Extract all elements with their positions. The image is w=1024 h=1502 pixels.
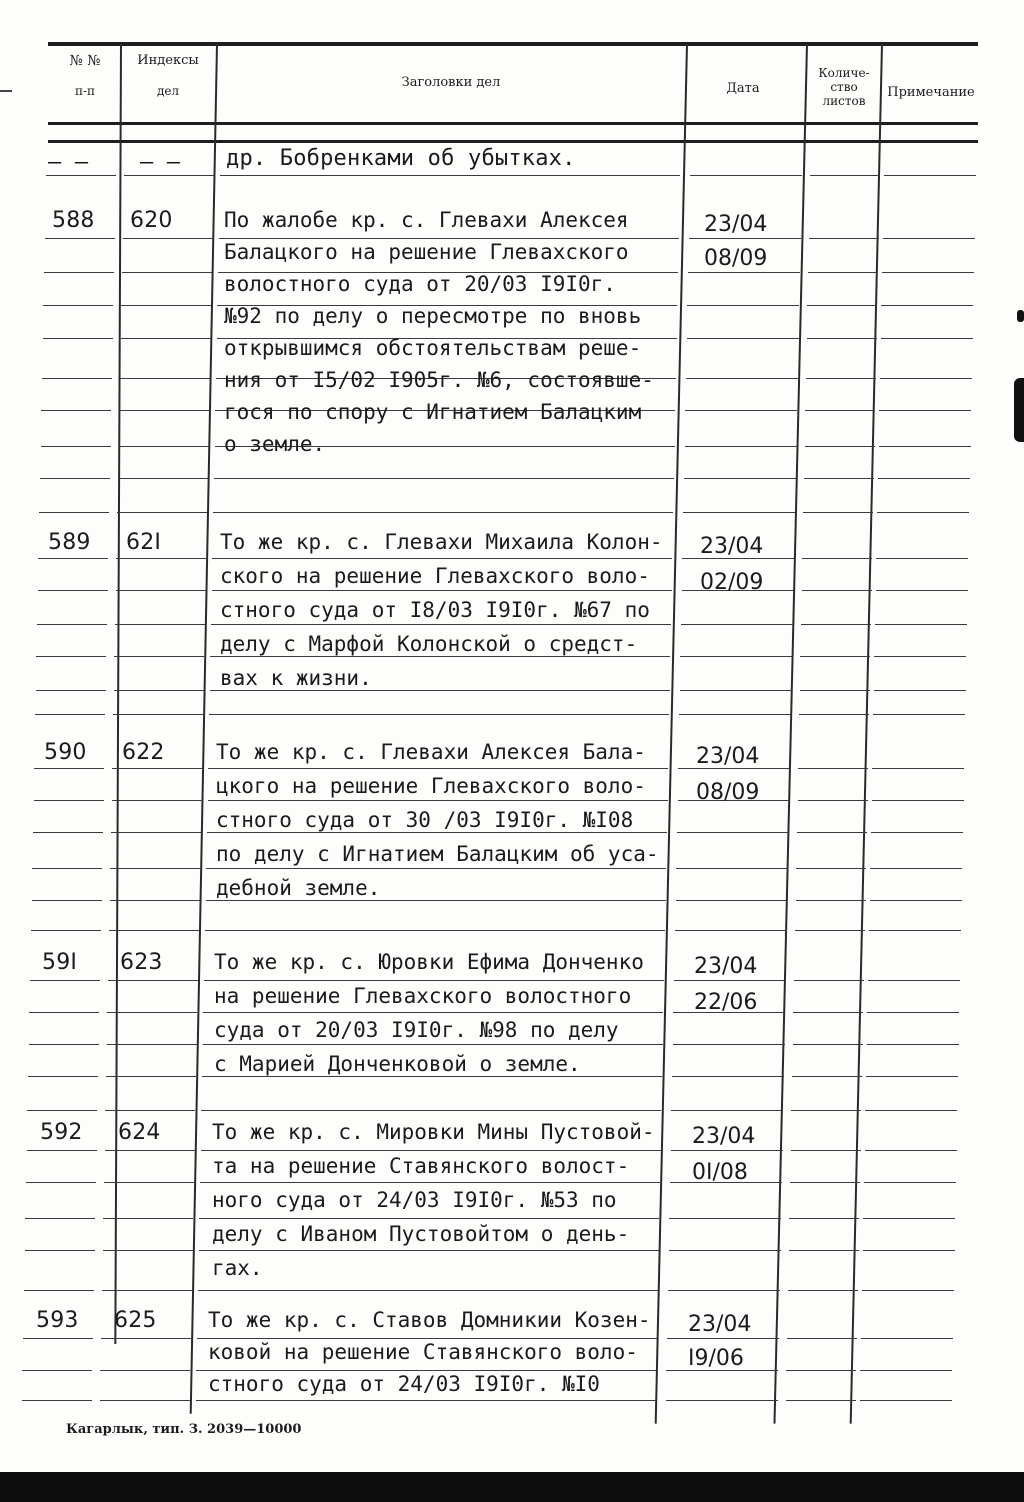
ruled-line [789, 1218, 859, 1219]
ruled-line [210, 690, 670, 691]
ruled-line [687, 305, 799, 306]
scan-left-tick [0, 90, 12, 92]
record-title-line: стного суда от 24/03 I9I0г. №I0 [208, 1372, 600, 1396]
ruled-line [100, 1370, 190, 1371]
ruled-line [120, 378, 210, 379]
ruled-line [198, 1290, 658, 1291]
record-date: 23/04 [704, 212, 768, 237]
ruled-line [863, 1250, 955, 1251]
ruled-line [119, 410, 209, 411]
header-count-3: листов [822, 94, 866, 108]
ruled-line [684, 478, 796, 479]
record-date: 23/04 [688, 1312, 752, 1337]
ruled-line [667, 1338, 779, 1339]
ruled-line [121, 305, 211, 306]
ruled-line [219, 238, 679, 239]
ruled-line [798, 800, 868, 801]
record-title-line: гося по спору с Игнатием Балацким [224, 400, 642, 424]
ruled-line [796, 900, 866, 901]
ruled-line [666, 1400, 778, 1401]
record-index: 62I [126, 530, 162, 555]
ruled-line [877, 512, 969, 513]
ruled-line [37, 624, 107, 625]
record-index: 620 [130, 208, 173, 233]
ruled-line [103, 1250, 193, 1251]
ruled-line [119, 446, 209, 447]
ruled-line [884, 175, 976, 176]
ruled-line [204, 980, 664, 981]
ruled-line [32, 868, 102, 869]
record-number: 593 [36, 1308, 79, 1333]
ruled-line [40, 478, 110, 479]
ruled-line [201, 1110, 661, 1111]
ruled-line [206, 900, 666, 901]
ruled-line [202, 1076, 662, 1077]
ruled-line [109, 930, 199, 931]
ruled-line [36, 690, 106, 691]
ruled-line [25, 1250, 95, 1251]
ruled-line [671, 1110, 783, 1111]
ruled-line [24, 1290, 94, 1291]
ruled-line [675, 930, 787, 931]
ruled-line [116, 558, 206, 559]
record-title-line: о земле. [224, 432, 326, 456]
ruled-line [118, 478, 208, 479]
ruled-line [22, 1400, 92, 1401]
ruled-line [805, 446, 875, 447]
ruled-line [683, 512, 795, 513]
record-title-line: То же кр. с. Глевахи Михаила Колон- [220, 530, 663, 554]
table-top-rule [48, 42, 978, 46]
record-title-line: ния от I5/02 I905г. №6, состоявше- [224, 368, 654, 392]
ruled-line [27, 1110, 97, 1111]
ruled-line [209, 714, 669, 715]
ruled-line [107, 1012, 197, 1013]
record-title-line: делу с Марфой Колонской о средст- [220, 632, 638, 656]
ruled-line [881, 338, 973, 339]
table-header-rule-2 [48, 140, 978, 143]
ruled-line [41, 446, 111, 447]
header-num [50, 52, 120, 100]
ruled-line [674, 980, 786, 981]
record-number: 592 [40, 1120, 83, 1145]
record-date: 23/04 [700, 534, 764, 559]
ruled-line [807, 338, 877, 339]
record-title-line: Балацкого на решение Глевахского [224, 240, 629, 264]
record-title-line: по делу с Игнатием Балацким об уса- [216, 842, 659, 866]
ruled-line [123, 238, 213, 239]
ruled-line [787, 1338, 857, 1339]
ruled-line [105, 1150, 195, 1151]
record-title-line: То же кр. с. Глевахи Алексея Бала- [216, 740, 646, 764]
header-date: Дата [726, 81, 760, 96]
record-title-line: открывшимся обстоятельствам реше- [224, 336, 642, 360]
ruled-line [862, 1290, 954, 1291]
ruled-line [114, 690, 204, 691]
ruled-line [122, 272, 212, 273]
record-date: 08/09 [704, 246, 768, 271]
ruled-line [672, 1076, 784, 1077]
ruled-line [788, 1290, 858, 1291]
ruled-line [870, 900, 962, 901]
scan-edge-mark [1014, 378, 1024, 442]
ruled-line [863, 1218, 955, 1219]
ruled-line [786, 1400, 856, 1401]
ruled-line [789, 1250, 859, 1251]
ruled-line [111, 832, 201, 833]
col-line-3 [655, 44, 688, 1424]
ruled-line [30, 980, 100, 981]
record-index: 623 [120, 950, 163, 975]
ruled-line [679, 714, 791, 715]
ruled-line [673, 1044, 785, 1045]
ruled-line [108, 980, 198, 981]
ruled-line [196, 1370, 656, 1371]
header-note: Примечание [887, 85, 975, 100]
ruled-line [105, 1110, 195, 1111]
ruled-line [22, 1370, 92, 1371]
ruled-line [878, 478, 970, 479]
record-title-line: ковой на решение Ставянского воло- [208, 1340, 638, 1364]
ruled-line [203, 1044, 663, 1045]
ruled-line [690, 175, 802, 176]
ruled-line [116, 590, 206, 591]
record-title-line: дебной земле. [216, 876, 381, 900]
ruled-line [802, 558, 872, 559]
ruled-line [871, 832, 963, 833]
record-number: 590 [44, 740, 87, 765]
record-index: 624 [118, 1120, 161, 1145]
printer-imprint: Кагарлык, тип. З. 2039—10000 [66, 1422, 302, 1437]
ruled-line [34, 768, 104, 769]
record-title-line: цкого на решение Глевахского воло- [216, 774, 646, 798]
header-titles: Заголовки дел [401, 75, 501, 90]
ruled-line [883, 238, 975, 239]
header-index [122, 52, 214, 100]
ruled-line [786, 1370, 856, 1371]
ruled-line [212, 590, 672, 591]
record-index: 622 [122, 740, 165, 765]
record-date: 22/06 [694, 990, 758, 1015]
ruled-line [810, 175, 880, 176]
ruled-line [800, 656, 870, 657]
record-title-line: стного суда от 30 /03 I9I0г. №I08 [216, 808, 634, 832]
ruled-line [796, 868, 866, 869]
ruled-line [680, 656, 792, 657]
record-title-line: По жалобе кр. с. Глевахи Алексея [224, 208, 629, 232]
ruled-line [797, 832, 867, 833]
ruled-line [199, 1250, 659, 1251]
ruled-line [873, 714, 965, 715]
ruled-line [880, 378, 972, 379]
ruled-line [800, 690, 870, 691]
record-title-line: делу с Иваном Пустовойтом о день- [212, 1222, 630, 1246]
ruled-line [668, 1290, 780, 1291]
record-title-line: То же кр. с. Юровки Ефима Донченко [214, 950, 644, 974]
record-number: 59I [42, 950, 78, 975]
ruled-line [865, 1150, 957, 1151]
header-index-top: Индексы [137, 53, 199, 68]
record-title-line: стного суда от I8/03 I9I0г. №67 по [220, 598, 650, 622]
ruled-line [689, 238, 801, 239]
ruled-line [101, 1338, 191, 1339]
ruled-line [790, 1182, 860, 1183]
ruled-line [798, 768, 868, 769]
ruled-line [117, 512, 207, 513]
record-title-line: ского на решение Глевахского воло- [220, 564, 650, 588]
ruled-line [110, 900, 200, 901]
ruled-line [802, 590, 872, 591]
ruled-line [199, 1218, 659, 1219]
header-count [808, 66, 880, 108]
ruled-line [860, 1370, 952, 1371]
ruled-line [876, 558, 968, 559]
ruled-line [801, 624, 871, 625]
ruled-line [874, 690, 966, 691]
record-date: 23/04 [694, 954, 758, 979]
record-date: 02/09 [700, 570, 764, 595]
ruled-line [102, 1290, 192, 1291]
ruled-line [685, 446, 797, 447]
ruled-line [686, 378, 798, 379]
ruled-line [677, 832, 789, 833]
ruled-line [210, 656, 670, 657]
header-count-2: ство [830, 80, 858, 94]
continuation-text: др. Бобренками об убытках. [226, 146, 576, 171]
record-index: 625 [114, 1308, 157, 1333]
ruled-line [39, 512, 109, 513]
ruled-line [31, 930, 101, 931]
ruled-line [107, 1044, 197, 1045]
ruled-line [685, 410, 797, 411]
ruled-line [799, 714, 869, 715]
continuation-index: — — [140, 150, 181, 175]
ruled-line [27, 1150, 97, 1151]
ruled-line [28, 1076, 98, 1077]
ruled-line [43, 305, 113, 306]
ruled-line [791, 1150, 861, 1151]
record-date: 23/04 [696, 744, 760, 769]
ruled-line [791, 1110, 861, 1111]
ruled-line [207, 832, 667, 833]
ruled-line [32, 900, 102, 901]
ruled-line [201, 1150, 661, 1151]
ruled-line [220, 175, 680, 176]
record-title-line: То же кр. с. Ставов Домникии Козен- [208, 1308, 651, 1332]
ruled-line [112, 768, 202, 769]
ruled-line [196, 1400, 656, 1401]
ruled-line [208, 800, 668, 801]
ruled-line [38, 590, 108, 591]
header-num-bottom: п-п [74, 84, 96, 98]
ruled-line [804, 478, 874, 479]
ruled-line [867, 1012, 959, 1013]
ruled-line [205, 930, 665, 931]
ruled-line [861, 1338, 953, 1339]
record-title-line: То же кр. с. Мировки Мины Пустовой- [212, 1120, 655, 1144]
scan-bottom-edge [0, 1472, 1024, 1502]
ruled-line [110, 868, 200, 869]
ruled-line [867, 1044, 959, 1045]
ruled-line [794, 980, 864, 981]
ruled-line [875, 624, 967, 625]
ruled-line [681, 624, 793, 625]
ruled-line [34, 800, 104, 801]
record-title-line: гах. [212, 1256, 263, 1280]
record-date: 23/04 [692, 1124, 756, 1149]
ruled-line [212, 558, 672, 559]
ruled-line [36, 656, 106, 657]
ruled-line [213, 512, 673, 513]
ruled-line [197, 1338, 657, 1339]
ruled-line [103, 1218, 193, 1219]
ruled-line [808, 272, 878, 273]
ruled-line [869, 930, 961, 931]
record-title-line: вах к жизни. [220, 666, 372, 690]
record-title-line: на решение Глевахского волостного [214, 984, 632, 1008]
header-num-top: № № [69, 53, 101, 69]
col-line-5 [850, 44, 883, 1424]
ruled-line [879, 446, 971, 447]
ruled-line [870, 868, 962, 869]
ruled-line [868, 980, 960, 981]
ruled-line [115, 624, 205, 625]
ruled-line [206, 868, 666, 869]
ruled-line [113, 714, 203, 715]
ruled-line [44, 272, 114, 273]
ruled-line [872, 768, 964, 769]
ruled-line [106, 1076, 196, 1077]
ruled-line [114, 656, 204, 657]
ruled-line [860, 1400, 952, 1401]
ruled-line [876, 590, 968, 591]
ruled-line [807, 305, 877, 306]
ruled-line [29, 1044, 99, 1045]
ruled-line [676, 900, 788, 901]
ruled-line [671, 1150, 783, 1151]
record-title-line: с Марией Донченковой о земле. [214, 1052, 581, 1076]
ruled-line [865, 1110, 957, 1111]
ruled-line [41, 410, 111, 411]
ruled-line [874, 656, 966, 657]
record-date: I9/06 [688, 1346, 744, 1371]
record-title-line: суда от 20/03 I9I0г. №98 по делу [214, 1018, 619, 1042]
ruled-line [806, 378, 876, 379]
ruled-line [669, 1250, 781, 1251]
ruled-line [866, 1076, 958, 1077]
ruled-line [882, 272, 974, 273]
ruled-line [803, 512, 873, 513]
record-title-line: та на решение Ставянского волост- [212, 1154, 630, 1178]
record-title-line: волостного суда от 20/03 I9I0г. [224, 272, 616, 296]
ruled-line [25, 1218, 95, 1219]
ruled-line [121, 338, 211, 339]
continuation-num: — — [48, 150, 89, 175]
record-date: 08/09 [696, 780, 760, 805]
ruled-line [676, 868, 788, 869]
col-line-4 [773, 44, 808, 1424]
ruled-line [793, 1044, 863, 1045]
ruled-line [795, 930, 865, 931]
ruled-line [881, 305, 973, 306]
record-title-line: №92 по делу о пересмотре по вновь [224, 304, 642, 328]
ruled-line [208, 768, 668, 769]
ruled-line [38, 558, 108, 559]
ruled-line [42, 378, 112, 379]
ruled-line [200, 1182, 660, 1183]
ruled-line [23, 1338, 93, 1339]
ruled-line [100, 1400, 190, 1401]
ruled-line [793, 1012, 863, 1013]
ruled-line [112, 800, 202, 801]
ruled-line [33, 832, 103, 833]
header-count-1: Количе- [818, 66, 870, 80]
ruled-line [792, 1076, 862, 1077]
ruled-line [35, 714, 105, 715]
record-title-line: ного суда от 24/03 I9I0г. №53 по [212, 1188, 617, 1212]
scan-dot-mark [1017, 310, 1024, 322]
ruled-line [864, 1182, 956, 1183]
record-number: 588 [52, 208, 95, 233]
ruled-line [669, 1218, 781, 1219]
record-date: 0I/08 [692, 1160, 748, 1185]
ruled-line [104, 1182, 194, 1183]
ruled-line [872, 800, 964, 801]
ruled-line [45, 238, 115, 239]
ruled-line [805, 410, 875, 411]
ruled-line [879, 410, 971, 411]
ruled-line [26, 1182, 96, 1183]
ruled-line [687, 338, 799, 339]
record-number: 589 [48, 530, 91, 555]
ruled-line [680, 690, 792, 691]
ruled-line [809, 238, 879, 239]
ruled-line [214, 478, 674, 479]
ruled-line [29, 1012, 99, 1013]
header-index-bottom: дел [156, 84, 180, 98]
ruled-line [688, 272, 800, 273]
col-line-1 [114, 44, 122, 1344]
ruled-line [203, 1012, 663, 1013]
table-header-rule [48, 122, 978, 125]
ruled-line [43, 338, 113, 339]
ruled-line [211, 624, 671, 625]
